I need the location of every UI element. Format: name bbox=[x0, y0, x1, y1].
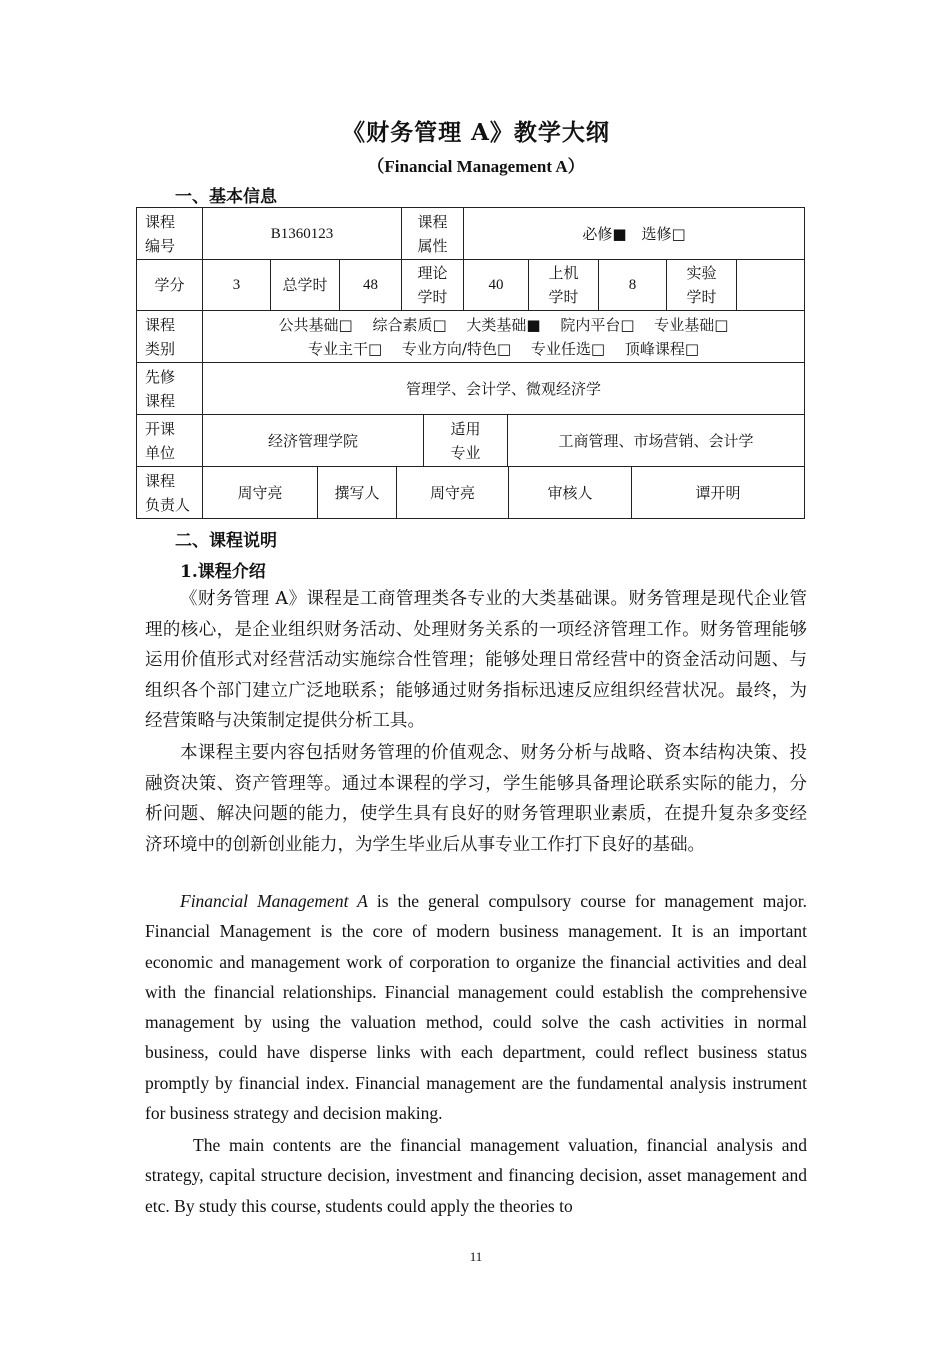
course-attribute-label: 课程 属性 bbox=[401, 207, 464, 260]
writer-value: 周守亮 bbox=[396, 466, 509, 519]
course-category-value bbox=[202, 310, 805, 363]
computer-hours-label: 上机 学时 bbox=[528, 259, 599, 311]
prerequisite-value: 管理学、会计学、微观经济学 bbox=[202, 362, 805, 415]
total-hours-label: 总学时 bbox=[270, 259, 340, 311]
credit-label: 学分 bbox=[136, 259, 203, 311]
theory-hours-value: 40 bbox=[463, 259, 529, 311]
table-row bbox=[136, 259, 805, 311]
prerequisite-label: 先修 课程 bbox=[136, 362, 203, 415]
subsection-heading-course-intro: 1.课程介绍 bbox=[180, 562, 266, 582]
table-row bbox=[136, 466, 805, 519]
total-hours-value: 48 bbox=[339, 259, 402, 311]
applicable-major-label: 适用 专业 bbox=[423, 414, 508, 467]
document-title: 《财务管理 A》教学大纲 bbox=[342, 119, 610, 146]
applicable-major-value: 工商管理、市场营销、会计学 bbox=[507, 414, 805, 467]
course-code-value: B1360123 bbox=[202, 207, 402, 260]
table-row bbox=[136, 414, 805, 467]
basic-info-table bbox=[136, 207, 805, 519]
section-heading-course-description: 二、课程说明 bbox=[175, 531, 277, 551]
reviewer-value: 谭开明 bbox=[631, 466, 805, 519]
computer-hours-value: 8 bbox=[598, 259, 667, 311]
offering-unit-label: 开课 单位 bbox=[136, 414, 203, 467]
table-row bbox=[136, 207, 805, 260]
course-category-line-1: 公共基础□ 综合素质□ 大类基础■ 院内平台□ 专业基础□ bbox=[278, 315, 729, 334]
intro-paragraph-1: 《财务管理 A》课程是工商管理类各专业的大类基础课。财务管理是现代企业管理的核心，是企业组织财务活动、处理财务关系的一项经济管理工作。财务管理能够运用价值形式对经营活动实施综合性管理；能够处理日常经营中的资金活动问题、与组织各个部门建立广泛地联系；能够通过财务指标迅速反应组织经营状况。最终，为经营策略与决策制定提供分析工具。 bbox=[145, 589, 807, 732]
course-category-label: 课程 类别 bbox=[136, 310, 203, 363]
reviewer-label: 审核人 bbox=[508, 466, 632, 519]
intro-paragraph-english-1: Financial Management A is the general compulsory course for management major. Financial Management is the core of modern business management. It is an important economic and management work of corporation to organize the financial activities and deal with the financial relationships. Financial management could establish the comprehensive management by using the valuation method, could solve the cash activities in normal business, could have disperse links with each department, could reflect business status promptly by financial index. Financial management are the fundamental analysis instrument for business strategy and decision making. bbox=[145, 891, 808, 1124]
course-owner-value: 周守亮 bbox=[202, 466, 318, 519]
course-name-italic: Financial Management A bbox=[180, 891, 368, 911]
intro-paragraph-english-2: The main contents are the financial management valuation, financial analysis and strategy, capital structure decision, investment and financing decision, asset management and etc. By study this course, students could apply the theories to bbox=[145, 1135, 807, 1216]
intro-paragraph-2: 本课程主要内容包括财务管理的价值观念、财务分析与战略、资本结构决策、投融资决策、资产管理等。通过本课程的学习，学生能够具备理论联系实际的能力，分析问题、解决问题的能力，使学生具有良好的财务管理职业素质，在提升复杂多变经济环境中的创新创业能力，为学生毕业后从事专业工作打下良好的基础。 bbox=[145, 743, 807, 855]
credit-value: 3 bbox=[202, 259, 271, 311]
table-row bbox=[136, 362, 805, 415]
offering-unit-value: 经济管理学院 bbox=[202, 414, 424, 467]
writer-label: 撰写人 bbox=[317, 466, 397, 519]
section-heading-basic-info: 一、基本信息 bbox=[175, 187, 277, 207]
lab-hours-label: 实验 学时 bbox=[666, 259, 737, 311]
course-category-line-2: 专业主干□ 专业方向/特色□ 专业任选□ 顶峰课程□ bbox=[307, 339, 700, 358]
lab-hours-value bbox=[736, 259, 805, 311]
table-row bbox=[136, 310, 805, 363]
page-number: 11 bbox=[469, 1249, 483, 1264]
document-subtitle: （Financial Management A） bbox=[367, 157, 585, 176]
course-code-label: 课程 编号 bbox=[136, 207, 203, 260]
course-owner-label: 课程 负责人 bbox=[136, 466, 203, 519]
theory-hours-label: 理论 学时 bbox=[401, 259, 464, 311]
course-attribute-value: 必修■ 选修□ bbox=[463, 207, 805, 260]
